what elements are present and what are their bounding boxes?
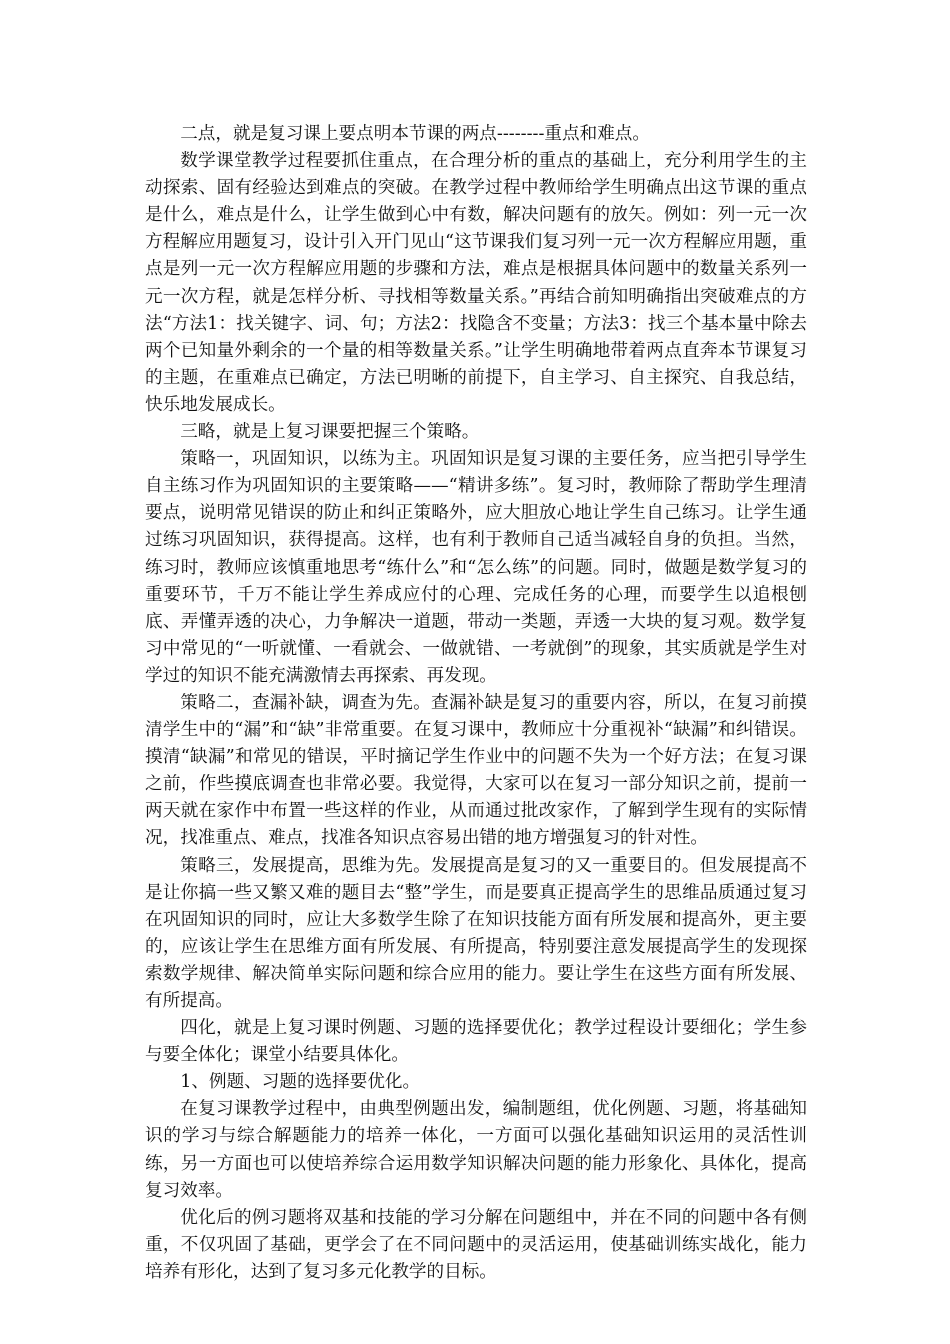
paragraph-key-difficult: 数学课堂教学过程要抓住重点，在合理分析的重点的基础上，充分利用学生的主动探索、固有经验达到难点的突破。在教学过程中教师给学生明确点出这节课的重点是什么，难点是什么，让学生做到心中有数，解决问题有的放矢。例如：列一元一次方程解应用题复习，设计引入开门见山“这节课我们复习列一元一次方程解应用题，重点是列一元一次方程解应用题的步骤和方法，难点是根据具体问题中的数量关系列一元一次方程，就是怎样分析、寻找相等数量关系。”再结合前知明确指出突破难点的方法“方法1：找关键字、词、句；方法2：找隐含不变量；方法3：找三个基本量中除去两个已知量外剩余的一个量的相等数量关系。”让学生明确地带着两点直奔本节课复习的主题，在重难点已确定，方法已明晰的前提下，自主学习、自主探究、自我总结，快乐地发展成长。 xyxy=(145,151,807,415)
document-body xyxy=(145,121,807,1286)
paragraph-strategy-two: 策略二，查漏补缺，调查为先。查漏补缺是复习的重要内容，所以，在复习前摸清学生中的“漏”和“缺”非常重要。在复习课中，教师应十分重视补“缺漏”和纠错误。摸清“缺漏”和常见的错误，平时摘记学生作业中的问题不失为一个好方法；在复习课之前，作些摸底调查也非常必要。我觉得，大家可以在复习一部分知识之前，提前一两天就在家作中布置一些这样的作业，从而通过批改家作，了解到学生现有的实际情况，找准重点、难点，找准各知识点容易出错的地方增强复习的针对性。 xyxy=(145,692,807,849)
paragraph-three-strategies: 三略，就是上复习课要把握三个策略。 xyxy=(180,422,480,443)
paragraph-four-optimizations: 四化，就是上复习课时例题、习题的选择要优化；教学过程设计要细化；学生参与要全体化；课堂小结要具体化。 xyxy=(145,1018,807,1066)
paragraph-review-process: 在复习课教学过程中，由典型例题出发，编制题组，优化例题、习题，将基础知识的学习与综合解题能力的培养一体化，一方面可以强化基础知识运用的灵活性训练，另一方面也可以使培养综合运用数学知识解决问题的能力形象化、具体化，提高复习效率。 xyxy=(145,1099,807,1201)
paragraph-strategy-three: 策略三，发展提高，思维为先。发展提高是复习的又一重要目的。但发展提高不是让你搞一些又繁又难的题目去“整”学生，而是要真正提高学生的思维品质通过复习在巩固知识的同时，应让大多数学生除了在知识技能方面有所发展和提高外，更主要的，应该让学生在思维方面有所发展、有所提高，特别要注意发展提高学生的发现探索数学规律、解决简单实际问题和综合应用的能力。要让学生在这些方面有所发展、有所提高。 xyxy=(145,855,807,1011)
paragraph-two-points: 二点，就是复习课上要点明本节课的两点--------重点和难点。 xyxy=(180,124,650,144)
paragraph-item-one-heading: 1、例题、习题的选择要优化。 xyxy=(180,1072,421,1093)
paragraph-strategy-one: 策略一，巩固知识，以练为主。巩固知识是复习课的主要任务，应当把引导学生自主练习作为巩固知识的主要策略——“精讲多练”。复习时，教师除了帮助学生理清要点，说明常见错误的防止和纠正策略外，应大胆放心地让学生自己练习。让学生通过练习巩固知识，获得提高。这样，也有利于教师自己适当减轻自身的负担。当然，练习时，教师应该慎重地思考“练什么”和“怎么练”的问题。同时，做题是数学复习的重要环节，千万不能让学生养成应付的心理、完成任务的心理，而要学生以追根刨底、弄懂弄透的决心，力争解决一道题，带动一类题，弄透一大块的复习观。数学复习中常见的“一听就懂、一看就会、一做就错、一考就倒”的现象，其实质就是学生对学过的知识不能充满激情去再探索、再发现。 xyxy=(145,449,807,686)
paragraph-optimized-exercises: 优化后的例习题将双基和技能的学习分解在问题组中，并在不同的问题中各有侧重，不仅巩固了基础，更学会了在不同问题中的灵活运用，使基础训练实战化，能力培养有形化，达到了复习多元化教学的目标。 xyxy=(145,1207,807,1282)
